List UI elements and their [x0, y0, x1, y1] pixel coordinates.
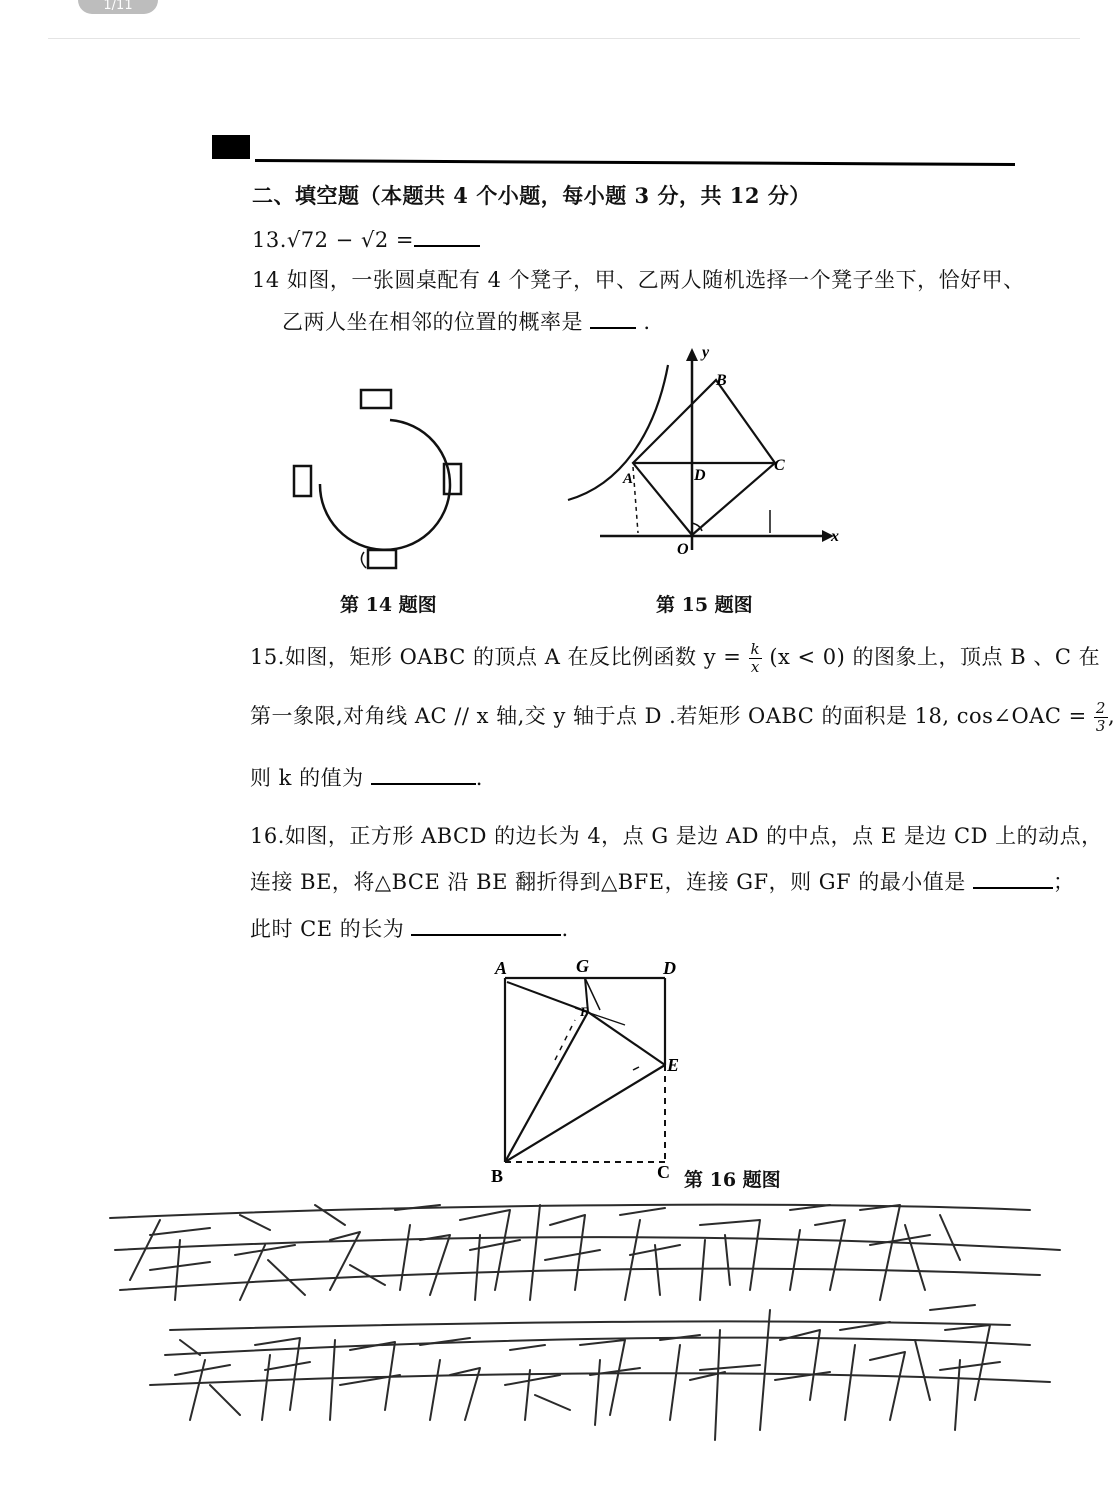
frac-numerator: 2 — [1095, 699, 1106, 717]
label-D: D — [663, 958, 676, 978]
q13-expression: √72 − √2 = — [286, 228, 414, 252]
label-C: C — [774, 457, 785, 474]
label-A: A — [495, 958, 508, 978]
q14-text: 乙两人坐在相邻的位置的概率是 — [282, 310, 583, 334]
figure-16-caption: 第 16 题图 — [684, 1169, 781, 1191]
q15-comma: , — [1107, 704, 1115, 728]
section-header: 二、填空题（本题共 4 个小题，每小题 3 分，共 12 分） — [252, 183, 811, 208]
label-y: y — [702, 344, 710, 361]
label-B: B — [716, 372, 727, 389]
question-16-line1: 16.如图，正方形 ABCD 的边长为 4，点 G 是边 AD 的中点，点 E 是边 CD 上的动点， — [250, 824, 1103, 848]
q16-end-a: ； — [1052, 870, 1075, 894]
frac-denominator: x — [750, 658, 760, 676]
label-E: E — [667, 1055, 680, 1075]
label-B: B — [491, 1166, 504, 1186]
label-G: G — [576, 956, 589, 976]
page-indicator[interactable]: 1/11 — [78, 0, 158, 14]
label-C: C — [657, 1162, 670, 1182]
label-x: x — [831, 528, 839, 545]
q15-text-c: 第一象限,对角线 AC // x 轴,交 y 轴于点 D .若矩形 OABC 的面积是 18, cos∠OAC = — [250, 704, 1087, 728]
q16-end-b: . — [561, 917, 569, 941]
frac-numerator: k — [750, 640, 761, 658]
q15-text-d: 则 k 的值为 — [250, 766, 364, 790]
label-D: D — [694, 467, 706, 484]
label-O: O — [677, 541, 689, 558]
q15-text-a: 15.如图，矩形 OABC 的顶点 A 在反比例函数 y = — [250, 645, 742, 669]
label-A: A — [623, 471, 634, 487]
q15-text-b: (x < 0) 的图象上，顶点 B 、C 在 — [769, 645, 1101, 669]
figure-15-caption: 第 15 题图 — [656, 594, 753, 616]
frac-denominator: 3 — [1095, 717, 1106, 735]
q13-number: 13. — [252, 228, 287, 252]
q14-end: . — [643, 310, 651, 334]
figure-14-caption: 第 14 题图 — [340, 594, 437, 616]
q15-end: . — [475, 766, 483, 790]
q16-text-b: 此时 CE 的长为 — [250, 917, 405, 941]
question-14-line1: 14 如图，一张圆桌配有 4 个凳子，甲、乙两人随机选择一个凳子坐下，恰好甲、 — [252, 268, 1025, 292]
label-F: F — [580, 1004, 589, 1019]
q16-text-a: 连接 BE，将△BCE 沿 BE 翻折得到△BFE，连接 GF，则 GF 的最小值是 — [250, 870, 966, 894]
fraction-2-over-3 — [1094, 700, 1108, 735]
